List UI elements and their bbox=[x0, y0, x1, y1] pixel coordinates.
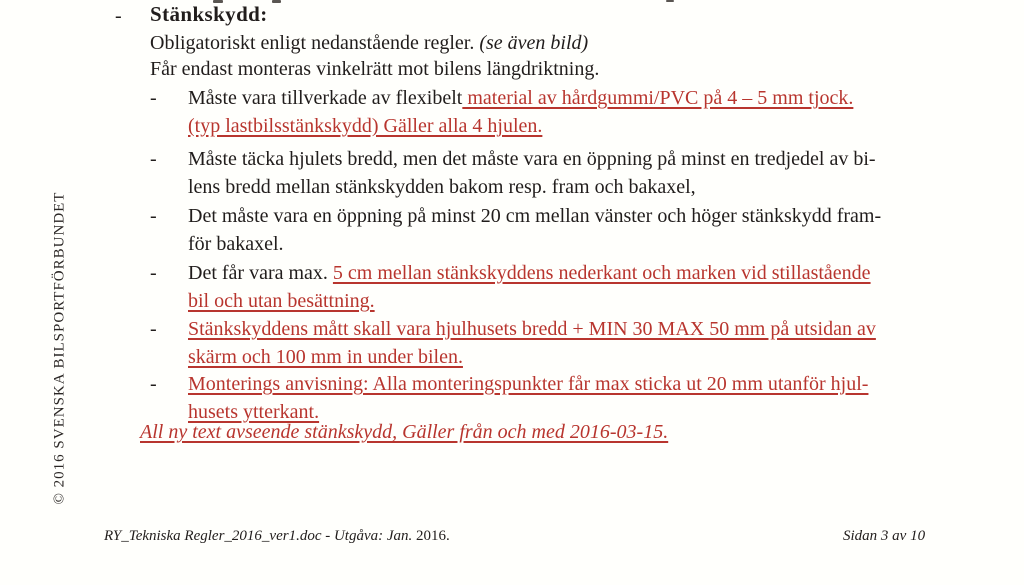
cropped-text-artifact bbox=[666, 0, 674, 2]
bullet-dash: - bbox=[150, 373, 157, 395]
copyright-vertical-text: © 2016 SVENSKA BILSPORTFÖRBUNDET bbox=[51, 191, 68, 505]
bullet-2-line-1: Måste täcka hjulets bredd, men det måste vara en öppning på minst en tredjedel av bi- bbox=[188, 148, 876, 170]
revision-note: All ny text avseende stänkskydd, Gäller från och med 2016-03-15. bbox=[140, 421, 669, 443]
bullet-dash: - bbox=[150, 318, 157, 340]
bullet-dash: - bbox=[150, 148, 157, 170]
bullet-4-line-2: bil och utan besättning. bbox=[188, 290, 375, 312]
bullet-dash: - bbox=[150, 262, 157, 284]
section-heading: Stänkskydd: bbox=[150, 2, 268, 26]
bullet-6-line-1: Monterings anvisning: Alla monteringspunkter får max sticka ut 20 mm utanför hjul- bbox=[188, 373, 869, 395]
bullet-4-line-1-red: 5 cm mellan stänkskyddens nederkant och marken vid stillastående bbox=[332, 262, 871, 284]
bullet-2-line-2: lens bredd mellan stänkskydden bakom resp. fram och bakaxel, bbox=[188, 176, 696, 198]
bullet-1-line-2: (typ lastbilsstänkskydd) Gäller alla 4 hjulen. bbox=[188, 115, 543, 137]
bullet-1-line-1-black: Måste vara tillverkade av flexibelt bbox=[188, 87, 463, 109]
footer-doc-year: 2016. bbox=[412, 528, 450, 544]
bullet-5-line-2: skärm och 100 mm in under bilen. bbox=[188, 346, 463, 368]
bullet-3-line-2: för bakaxel. bbox=[188, 233, 284, 255]
footer-page-indicator: Sidan 3 av 10 bbox=[843, 528, 926, 544]
cropped-text-artifact bbox=[272, 0, 281, 3]
bullet-3-line-1: Det måste vara en öppning på minst 20 cm mellan vänster och höger stänkskydd fram- bbox=[188, 205, 882, 227]
intro-line-1-italic: (se även bild) bbox=[479, 32, 589, 54]
bullet-4-line-1 bbox=[188, 261, 871, 285]
footer-doc-name: RY_Tekniska Regler_2016_ver1.doc - Utgåva: Jan. bbox=[104, 528, 413, 544]
bullet-1-line-1-red: material av hårdgummi/PVC på 4 – 5 mm tjock. bbox=[462, 87, 854, 109]
bullet-1-line-1 bbox=[188, 86, 853, 110]
footer-document-info bbox=[104, 528, 450, 545]
section-bullet-dash: - bbox=[115, 5, 122, 27]
bullet-5-line-1: Stänkskyddens mått skall vara hjulhusets bredd + MIN 30 MAX 50 mm på utsidan av bbox=[188, 318, 876, 340]
bullet-dash: - bbox=[150, 205, 157, 227]
intro-line-1 bbox=[150, 31, 588, 55]
bullet-6-line-2: husets ytterkant. bbox=[188, 401, 320, 423]
bullet-4-line-1-black: Det får vara max. bbox=[188, 262, 333, 284]
intro-line-1-normal: Obligatoriskt enligt nedanstående regler. bbox=[150, 32, 480, 54]
intro-line-2: Får endast monteras vinkelrätt mot bilens längdriktning. bbox=[150, 58, 600, 80]
bullet-dash: - bbox=[150, 87, 157, 109]
